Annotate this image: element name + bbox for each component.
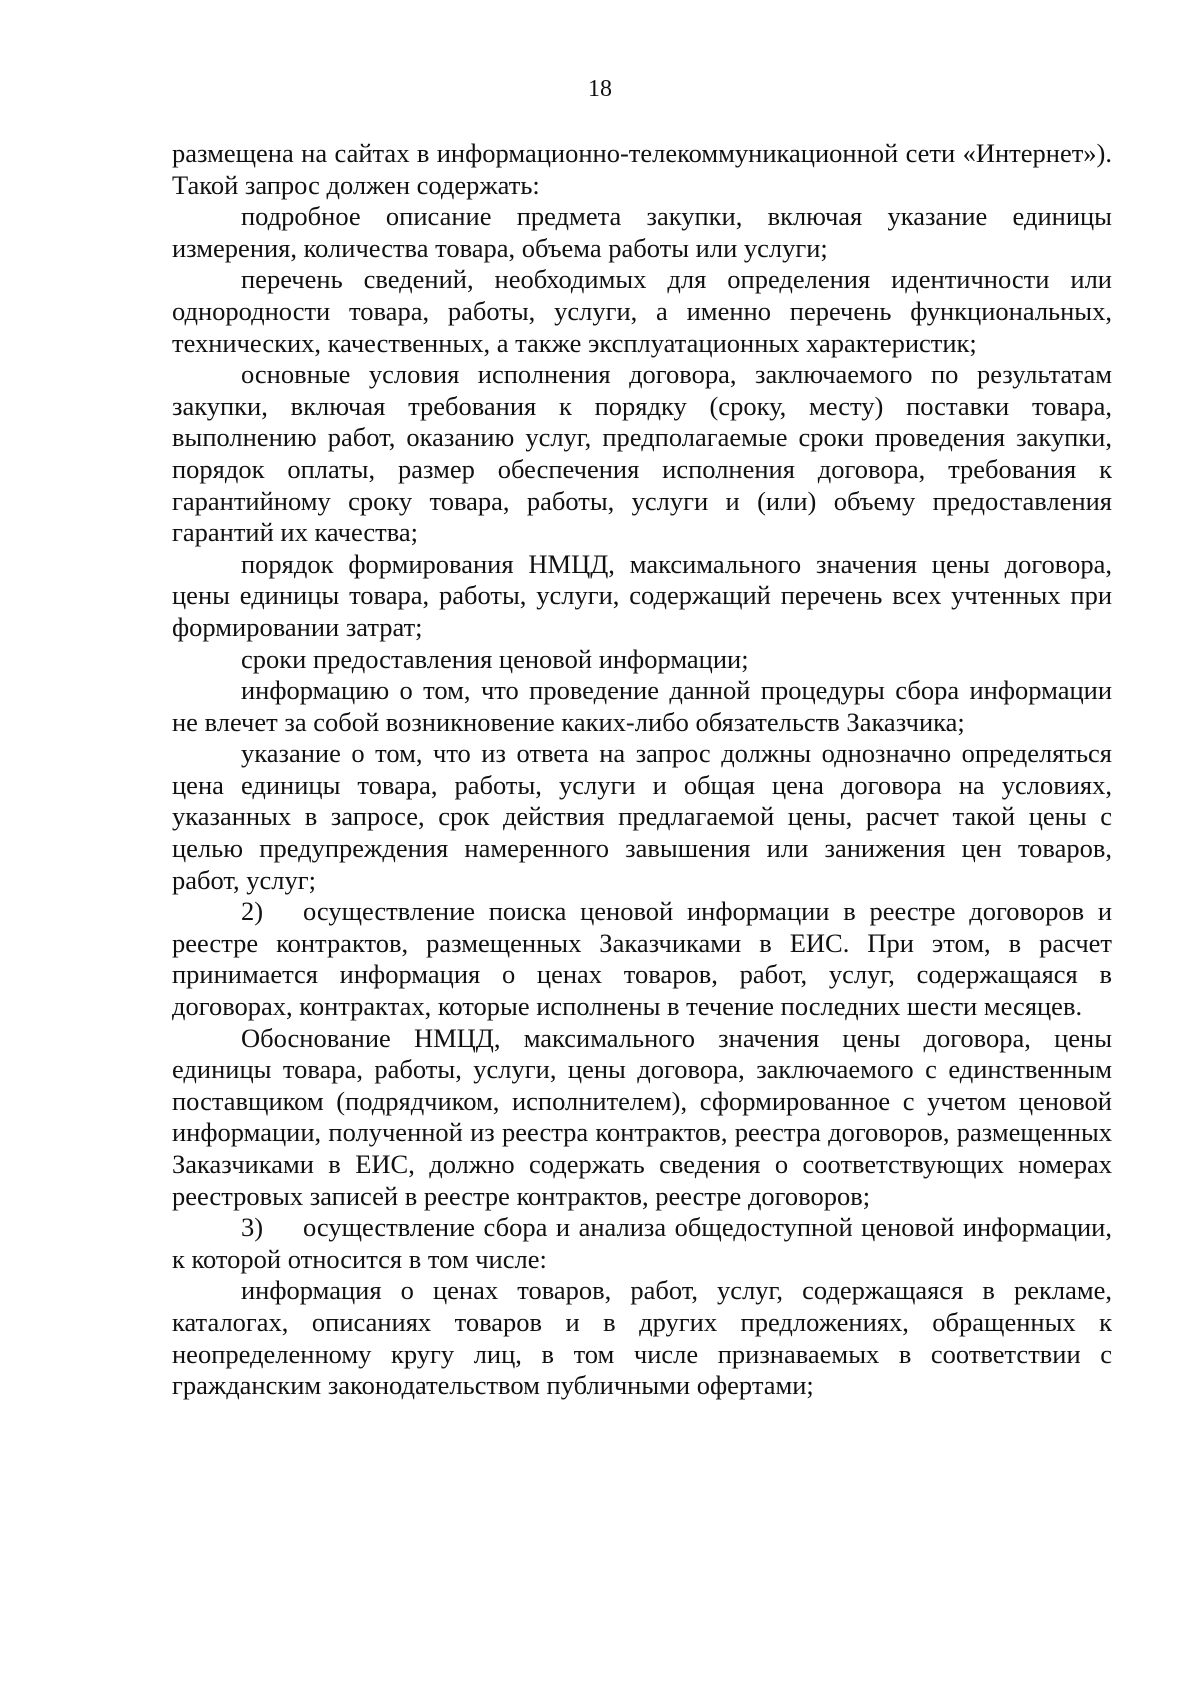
paragraph-identity-criteria: перечень сведений, необходимых для определения идентичности или однородности товара, работы, услуги, а именно перечень функциональных, технических, качественных, а также эксплуатационных характеристик; — [172, 264, 1112, 358]
item-number: 2) — [241, 896, 264, 927]
paragraph-item-2 — [172, 896, 1112, 1022]
item-text: осуществление сбора и анализа общедоступной ценовой информации, к которой относится в том числе: — [172, 1212, 1112, 1274]
paragraph-subject-description: подробное описание предмета закупки, включая указание единицы измерения, количества товара, объема работы или услуги; — [172, 201, 1112, 263]
paragraph-contract-terms: основные условия исполнения договора, заключаемого по результатам закупки, включая требования к порядку (сроку, месту) поставки товара, выполнению работ, оказанию услуг, предполагаемые сроки проведения закупки, порядок оплаты, размер обеспечения исполнения договора, требования к гарантийному сроку товара, работы, услуги и (или) объему предоставления гарантий их качества; — [172, 359, 1112, 548]
item-number: 3) — [241, 1212, 264, 1243]
page-number: 18 — [588, 76, 612, 102]
document-body — [172, 138, 1112, 1402]
item-text: осуществление поиска ценовой информации в реестре договоров и реестре контрактов, размещенных Заказчиками в ЕИС. При этом, в расчет принимается информация о ценах товаров, работ, услуг, содержащаяся в договорах, контрактах, которые исполнены в течение последних шести месяцев. — [172, 896, 1112, 1022]
paragraph-no-obligations: информацию о том, что проведение данной процедуры сбора информации не влечет за собой возникновение каких-либо обязательств Заказчика; — [172, 675, 1112, 737]
paragraph-continuation: размещена на сайтах в информационно-телекоммуникационной сети «Интернет»). Такой запрос должен содержать: — [172, 138, 1112, 200]
paragraph-response-requirements: указание о том, что из ответа на запрос должны однозначно определяться цена единицы товара, работы, услуги и общая цена договора на условиях, указанных в запросе, срок действия предлагаемой цены, расчет такой цены с целью предупреждения намеренного завышения или занижения цен товаров, работ, услуг; — [172, 738, 1112, 895]
paragraph-price-deadlines: сроки предоставления ценовой информации; — [241, 643, 749, 674]
paragraph-price-formation: порядок формирования НМЦД, максимального значения цены договора, цены единицы товара, работы, услуги, содержащий перечень всех учтенных при формировании затрат; — [172, 548, 1112, 642]
paragraph-public-offers: информация о ценах товаров, работ, услуг, содержащаяся в рекламе, каталогах, описаниях товаров и в других предложениях, обращенных к неопределенному кругу лиц, в том числе признаваемых в соответствии с гражданским законодательством публичными офертами; — [172, 1275, 1112, 1401]
paragraph-justification: Обоснование НМЦД, максимального значения цены договора, цены единицы товара, работы, услуги, цены договора, заключаемого с единственным поставщиком (подрядчиком, исполнителем), сформированное с учетом ценовой информации, полученной из реестра контрактов, реестра договоров, размещенных Заказчиками в ЕИС, должно содержать сведения о соответствующих номерах реестровых записей в реестре контрактов, реестре договоров; — [172, 1022, 1112, 1211]
paragraph-item-3 — [172, 1212, 1112, 1275]
